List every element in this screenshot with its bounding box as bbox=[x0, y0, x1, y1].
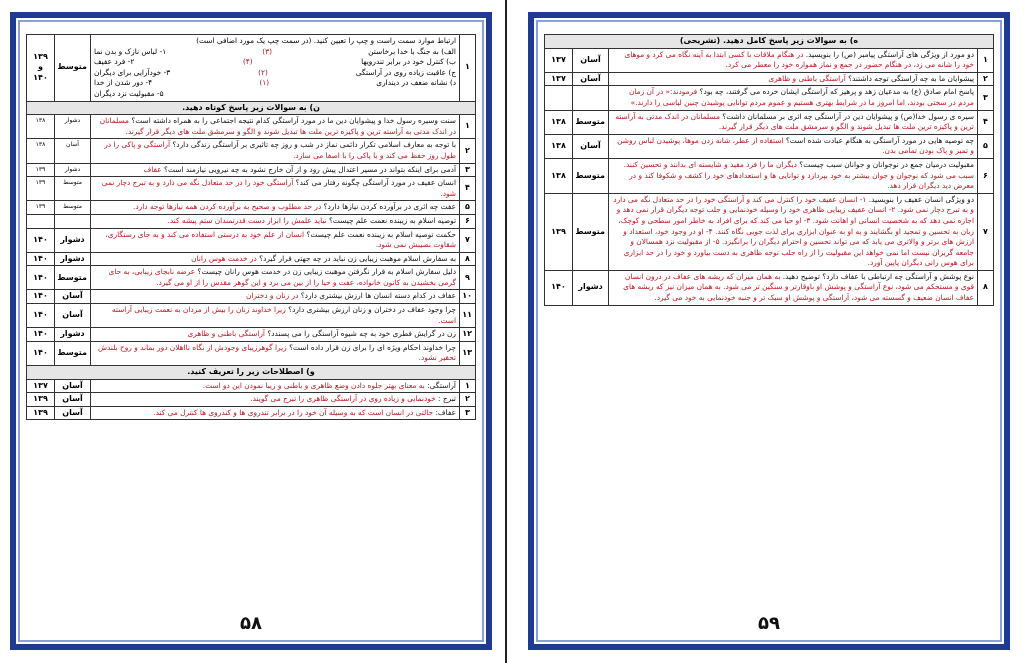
difficulty-level: آسان bbox=[573, 134, 609, 158]
answer-text: آراستگی و پاکی را در طول روز حفظ می کند و با پاکی را با اصفا می سازد. bbox=[104, 140, 456, 160]
question-number: ۱ bbox=[460, 35, 476, 102]
difficulty-level: آسان bbox=[55, 393, 91, 407]
book-page-ref: ۱۳۷ bbox=[27, 379, 55, 393]
question-number: ۱۲ bbox=[460, 328, 476, 342]
right-page-content bbox=[544, 34, 994, 610]
question-row bbox=[545, 158, 994, 193]
left-page-content bbox=[26, 34, 476, 610]
question-number: ۷ bbox=[978, 193, 994, 270]
question-cell bbox=[91, 406, 460, 420]
question-cell bbox=[609, 110, 978, 134]
question-number: ۱ bbox=[978, 48, 994, 72]
question-row bbox=[27, 252, 476, 266]
section-title: ن) به سوالات زیر پاسخ کوتاه دهید. bbox=[27, 101, 476, 115]
book-page-ref: ۱۳۸ bbox=[545, 134, 573, 158]
matching-right-item: الف) به جنگ با خدا برخاستن bbox=[368, 46, 456, 56]
question-number: ۳ bbox=[460, 163, 476, 177]
difficulty-level: دشوار bbox=[55, 115, 91, 139]
short-answer-section-header bbox=[27, 101, 476, 115]
section-title: و) اصطلاحات زیر را تعریف کنید. bbox=[27, 366, 476, 380]
question-text: زن در گرایش فطری خود به چه شیوه آراستگی را می پسندد؟ bbox=[267, 329, 456, 339]
difficulty-level: آسان bbox=[55, 139, 91, 163]
difficulty-level: دشوار bbox=[55, 252, 91, 266]
matching-left-item: ۲- فرد عفیف bbox=[94, 57, 135, 67]
difficulty-level: دشوار bbox=[573, 270, 609, 305]
book-page-ref: ۱۴۰ bbox=[27, 328, 55, 342]
answer-text: نباید علمش را ابزار دست قدرتمندان ستم پیشه کند. bbox=[167, 215, 327, 225]
difficulty-level: آسان bbox=[55, 379, 91, 393]
question-row bbox=[27, 228, 476, 252]
question-number: ۳ bbox=[978, 86, 994, 110]
question-row bbox=[27, 214, 476, 228]
question-row bbox=[545, 270, 994, 305]
question-text: دو ویژگی انسان عفیف را بنویسید. bbox=[868, 194, 974, 204]
answer-text: زیرا خداوند زنان را بیش از مردان به نعمت زیبایی آراسته است. bbox=[111, 305, 456, 325]
matching-question-row bbox=[27, 35, 476, 102]
question-number: ۹ bbox=[460, 266, 476, 290]
matching-answer: (۳) bbox=[262, 46, 273, 56]
question-text: چرا وجود عفاف در دختران و زنان ارزش بیشتری دارد؟ bbox=[288, 305, 456, 315]
book-page-ref: ۱۴۰ bbox=[27, 228, 55, 252]
question-cell bbox=[91, 328, 460, 342]
answer-text: آراستگی باطنی و ظاهری bbox=[187, 329, 265, 339]
question-number: ۷ bbox=[460, 228, 476, 252]
question-number: ۸ bbox=[978, 270, 994, 305]
question-cell bbox=[91, 290, 460, 304]
question-row bbox=[27, 290, 476, 304]
book-page-ref: ۱۳۹ bbox=[27, 201, 55, 215]
book-page-ref: ۱۴۰ bbox=[27, 290, 55, 304]
difficulty-level: متوسط bbox=[55, 201, 91, 215]
book-page-ref-part: ۱۳۹ bbox=[33, 51, 48, 61]
difficulty-level: آسان bbox=[55, 406, 91, 420]
matching-line bbox=[94, 57, 456, 68]
book-page-ref: ۱۳۹ bbox=[27, 393, 55, 407]
question-number: ۴ bbox=[460, 177, 476, 201]
left-questions-table bbox=[26, 34, 476, 420]
book-page-ref: ۱۴۰ bbox=[27, 266, 55, 290]
difficulty-level: دشوار bbox=[55, 328, 91, 342]
question-row bbox=[545, 72, 994, 86]
question-text: به سفارش اسلام موهبت زیبایی زن نباید در چه جهتی قرار گیرد؟ bbox=[259, 253, 456, 263]
question-row bbox=[545, 48, 994, 72]
question-row bbox=[27, 393, 476, 407]
question-cell bbox=[609, 86, 978, 110]
question-text: چرا خداوند احکام ویژه ای را برای زن قرار داده است؟ bbox=[289, 342, 456, 352]
question-row bbox=[27, 379, 476, 393]
answer-text: در خدمت هوس رانان bbox=[191, 253, 257, 263]
question-text: سنت وسیره رسول خدا و پیشوایان دین ما در مورد آراستگی کدام نتیجه اجتماعی را به همراه داشته است؟ bbox=[131, 116, 456, 126]
question-cell bbox=[91, 341, 460, 365]
difficulty-level: متوسط bbox=[55, 177, 91, 201]
right-questions-table bbox=[544, 34, 994, 306]
answer-text: مسلمانان در اندک مدتی به آراسته ترین و پاکیزه ترین ملت ها تبدیل شوند و الگو و سرمشق ملت های دیگر قرار گیرند. bbox=[99, 116, 456, 136]
question-text: مقبولیت درمیان جمع در نوجوانان و جوانان سبب چیست؟ bbox=[799, 159, 974, 169]
matching-line bbox=[94, 68, 456, 79]
answer-text: آراستگی باطنی و ظاهری bbox=[768, 73, 846, 83]
book-page-ref: ۱۳۹ bbox=[27, 406, 55, 420]
answer-text: مسلمانان در اندک مدتی به آراسته ترین و پاکیزه ترین ملت ها تبدیل شوند و الگو و سرمشق ملت های دیگر قرار گیرند. bbox=[615, 111, 974, 132]
question-row bbox=[545, 134, 994, 158]
question-cell bbox=[91, 393, 460, 407]
difficulty-level: آسان bbox=[55, 304, 91, 328]
page-number: ۵۸ bbox=[240, 613, 262, 634]
question-text: نوع پوشش و آراستگی چه ارتباطی با عفاف دارد؟ توضیح دهید. bbox=[782, 271, 974, 281]
book-page-ref: ۱۳۹ bbox=[27, 163, 55, 177]
question-cell bbox=[91, 228, 460, 252]
matching-cell bbox=[91, 35, 460, 102]
question-cell bbox=[91, 115, 460, 139]
question-number: ۸ bbox=[460, 252, 476, 266]
question-row bbox=[545, 193, 994, 270]
question-number: ۴ bbox=[978, 110, 994, 134]
question-cell bbox=[609, 134, 978, 158]
answer-text: در زنان و دختران bbox=[245, 291, 299, 301]
difficulty-level: متوسط bbox=[55, 341, 91, 365]
book-page-ref-part: ۱۴۰ bbox=[33, 73, 48, 83]
question-cell bbox=[609, 48, 978, 72]
question-row bbox=[27, 341, 476, 365]
question-text: آراستگی: bbox=[427, 380, 456, 390]
matching-answer: (۴) bbox=[242, 57, 253, 67]
definitions-section-header bbox=[27, 366, 476, 380]
question-cell bbox=[609, 270, 978, 305]
page-number: ۵۹ bbox=[758, 613, 780, 634]
answer-text: به همان میزان که ریشه های عفاف در درون انسان قوی و مستحکم می شود، نوع آراستگی و پوشش او باوقارتر و سنگین تر می شود. به همان میزان نیز که ریشه های عفاف انسان ضعیف و گسسته می شود، آراستگی و پوشش او سبک تر و جنبه خودنمایی به خود می گیرد. bbox=[623, 271, 974, 303]
answer-text: به معنای بهتر جلوه دادن وضع ظاهری و باطنی و زیبا نمودن این دو است. bbox=[202, 380, 425, 390]
question-text: تبرج : bbox=[438, 394, 456, 404]
question-row bbox=[545, 86, 994, 110]
matching-answer: (۲) bbox=[258, 67, 268, 77]
matching-right-item: ب) کنترل خود در برابر تندرویها bbox=[361, 57, 456, 67]
answer-text: در حد مطلوب و صحیح به برآورده کردن همه نیازها توجه دارد. bbox=[133, 202, 322, 212]
book-page-ref: ۱۴۰ bbox=[27, 304, 55, 328]
answer-text: در هنگام ملاقات با کسی ابتدا به آینه نگاه می کرد و موهای خود را شانه می زد، در هنگام حضور در جمع و نماز همواره خود را معطر می کرد. bbox=[624, 49, 974, 70]
answer-text: ۱- انسان عفیف خود را کنترل می کند و آراستگی خود را در حد متعادل نگه می دارد و به تبرج دچار نمی شود. ۲- انسان عفیف زیبایی ظاهری خود را وسیله خودنمایی و جلب توجه دیگران قرار نمی دهد و اجازه نمی دهد که به شخصیت انسانی او اهانت شود. ۳- او حیا می کند که برای افراد به خاطر امور سطحی و کوچک، زبان به تحسین و تمجید او بگشایند و به او به عنوان ابزاری برای لذت جویی نگاه کنند. ۴- او در وجود خود، استعداد و ارزش های برتر و والاتری می یابد که می تواند تحسین و احترام دیگران را برانگیزد. ۵- از مقبولیت نزد همسالان و جامعه گریزان نیست اما نمی خواهد این مقبولیت را از راه جلب توجه ظاهری به دست بیاورد و خود را در حد ابزاری برای هوس رانی دیگران پایین آورد. bbox=[613, 194, 974, 268]
matching-answer: (۱) bbox=[259, 78, 270, 88]
book-page-ref: ۱۴۰ bbox=[27, 252, 55, 266]
question-number: ۱ bbox=[460, 379, 476, 393]
question-text: سیره ی رسول خدا(ص) و پیشوایان دین در آراستگی چه اثری بر مسلمانان داشت؟ bbox=[722, 111, 974, 121]
question-cell bbox=[91, 214, 460, 228]
question-cell bbox=[609, 158, 978, 193]
question-text: با توجه به معارف اسلامی تکرار دائمی نماز در شب و روز چه تاثیری بر آراستگی زندگی دارد؟ bbox=[172, 140, 456, 150]
matching-line bbox=[94, 47, 456, 58]
book-page-ref: ۱۳۸ bbox=[545, 158, 573, 193]
question-number: ۱۰ bbox=[460, 290, 476, 304]
book-page-ref: ۱۴۰ bbox=[27, 341, 55, 365]
question-number: ۱۱ bbox=[460, 304, 476, 328]
question-text: پیشوایان ما به چه آراستگی توجه داشتند؟ bbox=[848, 73, 974, 83]
question-text: دو مورد از ویژگی های آراستگی پیامبر (ص) را بنویسید. bbox=[805, 49, 974, 59]
left-page bbox=[4, 6, 498, 656]
book-gutter bbox=[505, 0, 521, 663]
answer-text: دیگران ما را فرد مفید و شایسته ای بدانند و تحسین کنند. سبب می شود که نوجوان و جوان بیشتر به خود بپردازد و توانایی ها و استعدادهای خود را کشف و شکوفا کند و در معرض دید دیگران قرار دهد. bbox=[623, 159, 974, 191]
difficulty-level: آسان bbox=[573, 48, 609, 72]
answer-text: زیرا گوهرزیبای وجودش از نگاه نااهلان دور بماند و روح بلندش تحقیر نشود. bbox=[97, 342, 456, 363]
difficulty-level: متوسط bbox=[55, 266, 91, 290]
book-page-ref: ۱۳۷ bbox=[545, 48, 573, 72]
section-title: ه) به سوالات زیر پاسخ کامل دهید. (تشریحی) bbox=[545, 35, 994, 49]
question-cell bbox=[91, 163, 460, 177]
book-page-ref: ۱۳۹ bbox=[27, 177, 55, 201]
question-number: ۲ bbox=[978, 72, 994, 86]
question-text: عفاف: bbox=[435, 407, 456, 417]
question-row bbox=[27, 139, 476, 163]
question-cell bbox=[91, 252, 460, 266]
question-row bbox=[27, 304, 476, 328]
book-page-ref bbox=[27, 35, 55, 102]
question-row bbox=[27, 266, 476, 290]
question-number: ۳ bbox=[460, 406, 476, 420]
answer-text: فرمودند:« در آن زمان مردم در سختی بودند، اما امروز ما در شرایط بهتری هستیم و عموم مردم توانایی پوشیدن چنین لباسی را دارند.» bbox=[628, 87, 974, 107]
question-number: ۵ bbox=[978, 134, 994, 158]
essay-section-header bbox=[545, 35, 994, 49]
question-number: ۶ bbox=[460, 214, 476, 228]
book-page-ref: ۱۳۹ bbox=[545, 193, 573, 270]
matching-right-item: د) نشانه ضعف در دینداری bbox=[376, 78, 456, 88]
question-number: ۱ bbox=[460, 115, 476, 139]
question-row bbox=[27, 328, 476, 342]
matching-line bbox=[94, 78, 456, 89]
answer-text: انسان از علم خود به درستی استفاده می کند و به جای رستگاری، شقاوت نصیبش نمی شود. bbox=[105, 229, 456, 250]
question-cell bbox=[609, 193, 978, 270]
matching-left-item: ۱- لباس نازک و بدن نما bbox=[94, 46, 167, 56]
question-text: انسان عفیف در مورد آراستگی چگونه رفتار می کند؟ bbox=[295, 178, 456, 188]
answer-text: آراستگی خود را در حد متعادل نگه می دارد و به تبرج دچار نمی شود. bbox=[101, 178, 456, 198]
book-page-ref: ۱۳۷ bbox=[545, 72, 573, 86]
question-number: ۲ bbox=[460, 139, 476, 163]
question-cell bbox=[91, 177, 460, 201]
question-cell bbox=[91, 139, 460, 163]
difficulty-level: دشوار bbox=[55, 163, 91, 177]
book-page-ref: ۱۴۰ bbox=[545, 270, 573, 305]
question-text: توصیه اسلام به زیبنده نعمت علم چیست؟ bbox=[328, 215, 456, 225]
question-text: آدمی برای اینکه بتواند در مسیر اعتدال پیش رود و از آن خارج نشود به چه نیرویی نیازمند است؟ bbox=[164, 164, 456, 174]
difficulty-level: آسان bbox=[55, 290, 91, 304]
matching-left-item: ۳- خودآرایی برای دیگران bbox=[94, 67, 171, 77]
question-row bbox=[27, 163, 476, 177]
book-page-ref: ۱۳۸ bbox=[27, 139, 55, 163]
question-row bbox=[545, 110, 994, 134]
difficulty-level: متوسط bbox=[573, 158, 609, 193]
book-page-ref-part: و bbox=[38, 62, 43, 72]
book-page-ref: ۱۳۸ bbox=[545, 110, 573, 134]
question-number: ۶ bbox=[978, 158, 994, 193]
book-page-ref bbox=[27, 214, 55, 228]
difficulty-level: آسان bbox=[573, 72, 609, 86]
answer-text: حالتی در انسان است که به وسیله آن خود را در برابر تندروی ها و کندروی ها کنترل می کند. bbox=[153, 407, 434, 417]
question-number: ۵ bbox=[460, 201, 476, 215]
answer-text: استفاده از عطر، شانه زدن موها، پوشیدن لباس روشن و تمیز و پاک بودن تمامی بدن. bbox=[617, 135, 974, 156]
question-number: ۱۳ bbox=[460, 341, 476, 365]
matching-left-item: ۵- مقبولیت نزد دیگران bbox=[94, 88, 164, 98]
matching-line bbox=[94, 89, 456, 100]
book-page-ref bbox=[545, 86, 573, 110]
difficulty-level: دشوار bbox=[55, 228, 91, 252]
book-page-ref: ۱۳۸ bbox=[27, 115, 55, 139]
question-row bbox=[27, 201, 476, 215]
difficulty-level: متوسط bbox=[573, 110, 609, 134]
difficulty-level: متوسط bbox=[55, 35, 91, 102]
question-cell bbox=[91, 266, 460, 290]
difficulty-level bbox=[573, 86, 609, 110]
question-cell bbox=[91, 304, 460, 328]
question-text: حکمت توصیه اسلام به زیبنده نعمت علم چیست؟ bbox=[306, 229, 456, 239]
answer-text: خودنمایی و زیاده روی در آراستگی ظاهری را تبرج می گویند. bbox=[250, 394, 436, 404]
matching-right-item: ج) عاقبت زیاده روی در آراستگی bbox=[355, 67, 456, 77]
question-row bbox=[27, 177, 476, 201]
matching-left-item: ۴- دور شدن از خدا bbox=[94, 78, 153, 88]
question-row bbox=[27, 115, 476, 139]
matching-instruction: ارتباط موارد سمت راست و چپ را تعیین کنید. (در سمت چپ یک مورد اضافی است) bbox=[196, 36, 456, 45]
question-cell bbox=[91, 379, 460, 393]
question-text: چه توصیه هایی در مورد آراستگی به هنگام عبادت شده است؟ bbox=[785, 135, 974, 145]
difficulty-level: متوسط bbox=[573, 193, 609, 270]
question-row bbox=[27, 406, 476, 420]
question-text: عفاف در کدام دسته انسان ها ارزش بیشتری دارد؟ bbox=[300, 291, 456, 301]
question-number: ۲ bbox=[460, 393, 476, 407]
question-cell bbox=[91, 201, 460, 215]
difficulty-level bbox=[55, 214, 91, 228]
question-text: دلیل سفارش اسلام به قرار نگرفتن موهبت زیبایی زن در خدمت هوس رانان چیست؟ bbox=[197, 267, 456, 277]
question-cell bbox=[609, 72, 978, 86]
answer-text: عرضه نابجای زیبایی، به جای گرمی بخشیدن به کانون خانواده، عفت و حیا را از بین می برد و این گوهر مقدس را از او می گیرد. bbox=[108, 267, 456, 287]
answer-text: عفاف bbox=[143, 164, 162, 174]
question-text: عفت چه اثری در برآورده کردن نیازها دارد؟ bbox=[323, 202, 456, 212]
right-page bbox=[522, 6, 1016, 656]
question-text: پاسخ امام صادق (ع) به مدعیان زهد و پرهیز که آراستگی ایشان خرده می گرفتند، چه بود؟ bbox=[699, 87, 974, 97]
